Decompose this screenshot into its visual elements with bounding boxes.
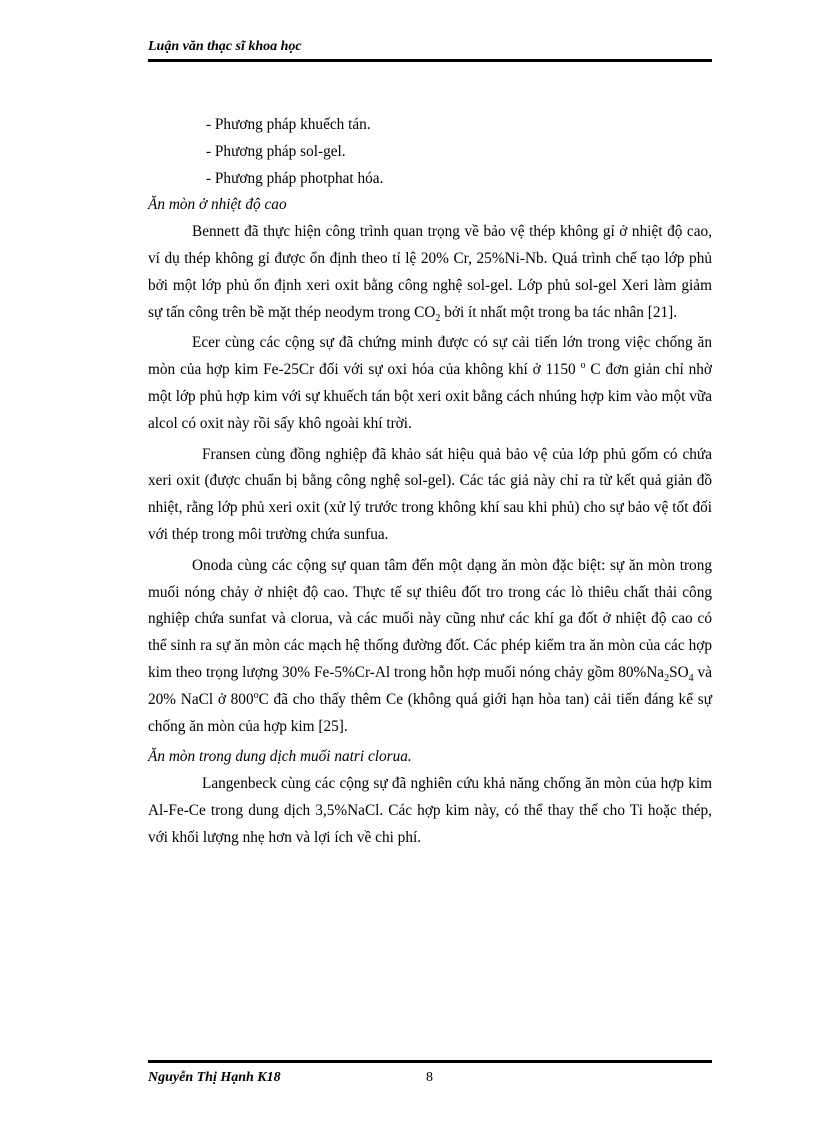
- page-header: [148, 37, 712, 62]
- section-heading-nacl: Ăn mòn trong dung dịch muối natri clorua.: [148, 748, 412, 766]
- paragraph-text: C đã cho thấy thêm Ce (không quá giới hạn hòa tan) cải tiến đáng kể sự chống ăn mòn của hợp kim [25].: [148, 690, 712, 735]
- subscript: 2: [435, 312, 441, 324]
- subscript: 2: [664, 672, 670, 684]
- paragraph-text: Bennett đã thực hiện công trình quan trọng về bảo vệ thép không gỉ ở nhiệt độ cao, ví dụ thép không gỉ được ổn định theo tỉ lệ 20% Cr, 25%Ni-Nb. Quá trình chế tạo lớp phủ bởi một lớp phủ ổn định xeri oxit bằng công nghệ sol-gel. Lớp phủ sol-gel Xeri làm giảm sự tấn công trên bề mặt thép neodym trong CO: [148, 223, 712, 321]
- header-title: Luận văn thạc sĩ khoa học: [148, 39, 302, 54]
- paragraph-langenbeck: Langenbeck cùng các cộng sự đã nghiên cứu khả năng chống ăn mòn của hợp kim Al-Fe-Ce trong dung dịch 3,5%NaCl. Các hợp kim này, có thể thay thế cho Ti hoặc thép, với khối lượng nhẹ hơn và lợi ích về chi phí.: [148, 775, 712, 846]
- page-footer: [148, 1060, 712, 1093]
- superscript: o: [253, 689, 259, 701]
- page-number: 8: [426, 1070, 433, 1085]
- paragraph-text: và 20% NaCl ở 800: [148, 663, 712, 708]
- paragraph-text: Ecer cùng các cộng sự đã chứng minh được có sự cải tiến lớn trong việc chống ăn mòn của hợp kim Fe-25Cr đối với sự oxi hóa của không khí ở 1150: [148, 334, 712, 379]
- page-content: [148, 112, 712, 856]
- paragraph-text: bởi ít nhất một trong ba tác nhân [21].: [440, 303, 678, 321]
- paragraph-onoda: [148, 553, 712, 741]
- paragraph-text: Onoda cùng các cộng sự quan tâm đến một dạng ăn mòn đặc biệt: sự ăn mòn trong muối nóng chảy ở nhiệt độ cao. Thực tế sự thiêu đốt tro trong các lò thiêu chất thải công nghiệp chứa sunfat và clorua, và các muối này cũng như các khí ga đốt ở nhiệt độ cao có thể sinh ra sự ăn mòn các mạch hệ thống đường đốt. Các phép kiểm tra ăn mòn của các hợp kim theo trọng lượng 30% Fe-5%Cr-Al trong hỗn hợp muối nóng chảy gồm 80%Na: [148, 556, 712, 681]
- list-item: - Phương pháp photphat hóa.: [206, 169, 384, 187]
- list-item: - Phương pháp sol-gel.: [206, 142, 346, 160]
- subscript: 4: [688, 672, 694, 684]
- superscript: o: [580, 360, 586, 372]
- paragraph-text: SO: [669, 663, 689, 681]
- paragraph-fransen: Fransen cùng đồng nghiệp đã khảo sát hiệu quả bảo vệ của lớp phủ gốm có chứa xeri oxit (được chuẩn bị bằng công nghệ sol-gel). Các tác giả này chỉ ra từ kết quả giản đồ nhiệt, rằng lớp phủ xeri oxit (xử lý trước trong không khí sau khi phủ) cho sự bảo vệ tốt đối với thép trong môi trường chứa sunfua.: [148, 445, 712, 543]
- section-heading-high-temperature: Ăn mòn ở nhiệt độ cao: [148, 196, 287, 214]
- paragraph-bennett: [148, 219, 712, 326]
- paragraph-ecer: [148, 330, 712, 437]
- paragraph-text: C đơn giản chỉ nhờ một lớp phủ hợp kim với sự khuếch tán bột xeri oxit bằng cách nhúng hợp kim vào một vữa alcol có oxit này rồi sấy khô ngoài khí trời.: [148, 361, 712, 432]
- list-item: - Phương pháp khuếch tán.: [206, 116, 371, 133]
- footer-author: Nguyễn Thị Hạnh K18: [148, 1070, 281, 1085]
